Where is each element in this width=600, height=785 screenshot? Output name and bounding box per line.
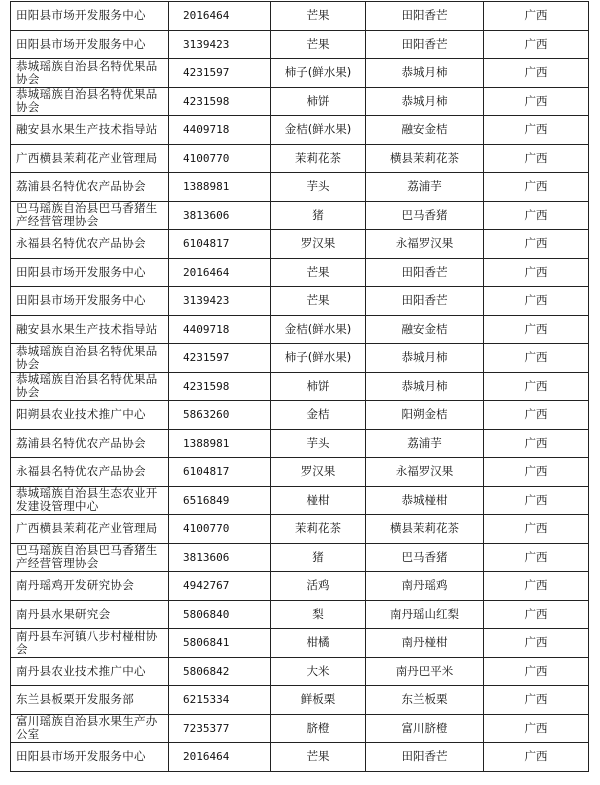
cell-region: 广西 [484, 743, 589, 772]
cell-region: 广西 [484, 287, 589, 316]
cell-product: 芒果 [271, 258, 366, 287]
cell-code: 2016464 [169, 743, 271, 772]
table-row [11, 258, 589, 287]
cell-product: 茉莉花茶 [271, 515, 366, 544]
table-row [11, 372, 589, 401]
cell-brand: 恭城月柿 [366, 372, 484, 401]
table-row [11, 30, 589, 59]
cell-code: 3813606 [169, 201, 271, 230]
table-row [11, 743, 589, 772]
cell-org: 永福县名特优农产品协会 [11, 230, 169, 259]
cell-region: 广西 [484, 543, 589, 572]
table-row [11, 87, 589, 116]
cell-brand: 融安金桔 [366, 315, 484, 344]
cell-brand: 南丹巴平米 [366, 657, 484, 686]
cell-region: 广西 [484, 230, 589, 259]
table-row [11, 344, 589, 373]
cell-region: 广西 [484, 30, 589, 59]
cell-org: 富川瑶族自治县水果生产办公室 [11, 714, 169, 743]
cell-code: 1388981 [169, 429, 271, 458]
cell-region: 广西 [484, 458, 589, 487]
cell-region: 广西 [484, 572, 589, 601]
cell-brand: 荔浦芋 [366, 429, 484, 458]
cell-product: 柑橘 [271, 629, 366, 658]
table-row [11, 657, 589, 686]
cell-code: 1388981 [169, 173, 271, 202]
cell-product: 茉莉花茶 [271, 144, 366, 173]
cell-product: 椪柑 [271, 486, 366, 515]
cell-region: 广西 [484, 486, 589, 515]
cell-product: 芒果 [271, 287, 366, 316]
cell-brand: 田阳香芒 [366, 30, 484, 59]
table-row [11, 287, 589, 316]
cell-org: 融安县水果生产技术指导站 [11, 315, 169, 344]
cell-org: 田阳县市场开发服务中心 [11, 30, 169, 59]
cell-code: 4231597 [169, 59, 271, 88]
cell-product: 柿子(鲜水果) [271, 344, 366, 373]
cell-org: 恭城瑶族自治县生态农业开发建设管理中心 [11, 486, 169, 515]
cell-brand: 田阳香芒 [366, 743, 484, 772]
cell-product: 金桔 [271, 401, 366, 430]
cell-code: 4231598 [169, 372, 271, 401]
cell-org: 荔浦县名特优农产品协会 [11, 173, 169, 202]
trademark-table [10, 1, 589, 772]
cell-region: 广西 [484, 686, 589, 715]
cell-product: 芒果 [271, 743, 366, 772]
table-row [11, 686, 589, 715]
cell-org: 巴马瑶族自治县巴马香猪生产经营管理协会 [11, 543, 169, 572]
cell-code: 5806840 [169, 600, 271, 629]
cell-code: 5863260 [169, 401, 271, 430]
cell-org: 东兰县板栗开发服务部 [11, 686, 169, 715]
cell-brand: 永福罗汉果 [366, 458, 484, 487]
cell-region: 广西 [484, 629, 589, 658]
cell-region: 广西 [484, 344, 589, 373]
cell-product: 梨 [271, 600, 366, 629]
cell-brand: 东兰板栗 [366, 686, 484, 715]
table-row [11, 714, 589, 743]
table-row [11, 600, 589, 629]
table-row [11, 458, 589, 487]
cell-product: 罗汉果 [271, 230, 366, 259]
cell-org: 南丹县水果研究会 [11, 600, 169, 629]
cell-product: 猪 [271, 201, 366, 230]
cell-brand: 横县茉莉花茶 [366, 144, 484, 173]
cell-brand: 恭城月柿 [366, 87, 484, 116]
cell-product: 鲜板栗 [271, 686, 366, 715]
cell-brand: 田阳香芒 [366, 2, 484, 31]
cell-region: 广西 [484, 657, 589, 686]
cell-product: 柿子(鲜水果) [271, 59, 366, 88]
cell-org: 南丹县农业技术推广中心 [11, 657, 169, 686]
cell-region: 广西 [484, 401, 589, 430]
cell-code: 6516849 [169, 486, 271, 515]
cell-region: 广西 [484, 173, 589, 202]
table-row [11, 543, 589, 572]
table-row [11, 2, 589, 31]
cell-code: 4100770 [169, 144, 271, 173]
cell-brand: 田阳香芒 [366, 287, 484, 316]
table-row [11, 401, 589, 430]
cell-product: 罗汉果 [271, 458, 366, 487]
cell-product: 大米 [271, 657, 366, 686]
cell-region: 广西 [484, 87, 589, 116]
cell-brand: 恭城椪柑 [366, 486, 484, 515]
cell-org: 恭城瑶族自治县名特优果品协会 [11, 87, 169, 116]
cell-region: 广西 [484, 258, 589, 287]
cell-org: 巴马瑶族自治县巴马香猪生产经营管理协会 [11, 201, 169, 230]
cell-brand: 南丹瑶鸡 [366, 572, 484, 601]
cell-product: 金桔(鲜水果) [271, 315, 366, 344]
cell-org: 广西横县茉莉花产业管理局 [11, 515, 169, 544]
cell-brand: 融安金桔 [366, 116, 484, 145]
cell-org: 南丹瑶鸡开发研究协会 [11, 572, 169, 601]
cell-org: 永福县名特优农产品协会 [11, 458, 169, 487]
cell-code: 4942767 [169, 572, 271, 601]
table-row [11, 629, 589, 658]
cell-org: 田阳县市场开发服务中心 [11, 258, 169, 287]
cell-code: 7235377 [169, 714, 271, 743]
cell-code: 6104817 [169, 230, 271, 259]
cell-product: 金桔(鲜水果) [271, 116, 366, 145]
cell-code: 4231597 [169, 344, 271, 373]
table-row [11, 201, 589, 230]
cell-org: 荔浦县名特优农产品协会 [11, 429, 169, 458]
cell-brand: 南丹椪柑 [366, 629, 484, 658]
cell-code: 5806841 [169, 629, 271, 658]
cell-product: 柿饼 [271, 372, 366, 401]
cell-product: 芋头 [271, 429, 366, 458]
cell-region: 广西 [484, 600, 589, 629]
table-row [11, 59, 589, 88]
cell-brand: 横县茉莉花茶 [366, 515, 484, 544]
cell-brand: 富川脐橙 [366, 714, 484, 743]
cell-code: 6104817 [169, 458, 271, 487]
cell-region: 广西 [484, 59, 589, 88]
cell-code: 3813606 [169, 543, 271, 572]
cell-org: 恭城瑶族自治县名特优果品协会 [11, 344, 169, 373]
cell-org: 融安县水果生产技术指导站 [11, 116, 169, 145]
cell-org: 田阳县市场开发服务中心 [11, 287, 169, 316]
cell-region: 广西 [484, 201, 589, 230]
cell-brand: 南丹瑶山红梨 [366, 600, 484, 629]
table-row [11, 116, 589, 145]
cell-code: 3139423 [169, 287, 271, 316]
cell-org: 恭城瑶族自治县名特优果品协会 [11, 59, 169, 88]
cell-product: 脐橙 [271, 714, 366, 743]
cell-region: 广西 [484, 315, 589, 344]
cell-region: 广西 [484, 116, 589, 145]
cell-org: 阳朔县农业技术推广中心 [11, 401, 169, 430]
cell-product: 活鸡 [271, 572, 366, 601]
cell-product: 芒果 [271, 2, 366, 31]
table-row [11, 515, 589, 544]
cell-brand: 荔浦芋 [366, 173, 484, 202]
cell-code: 4231598 [169, 87, 271, 116]
cell-brand: 恭城月柿 [366, 59, 484, 88]
cell-brand: 阳朔金桔 [366, 401, 484, 430]
cell-code: 4100770 [169, 515, 271, 544]
cell-org: 田阳县市场开发服务中心 [11, 743, 169, 772]
cell-code: 6215334 [169, 686, 271, 715]
cell-org: 广西横县茉莉花产业管理局 [11, 144, 169, 173]
cell-brand: 田阳香芒 [366, 258, 484, 287]
table-row [11, 230, 589, 259]
cell-region: 广西 [484, 429, 589, 458]
cell-brand: 巴马香猪 [366, 201, 484, 230]
table-row [11, 429, 589, 458]
table-row [11, 572, 589, 601]
cell-code: 4409718 [169, 315, 271, 344]
cell-brand: 巴马香猪 [366, 543, 484, 572]
table-row [11, 486, 589, 515]
cell-brand: 恭城月柿 [366, 344, 484, 373]
cell-org: 恭城瑶族自治县名特优果品协会 [11, 372, 169, 401]
cell-region: 广西 [484, 714, 589, 743]
table-row [11, 173, 589, 202]
cell-code: 3139423 [169, 30, 271, 59]
cell-region: 广西 [484, 144, 589, 173]
table-row [11, 144, 589, 173]
cell-code: 4409718 [169, 116, 271, 145]
cell-product: 芒果 [271, 30, 366, 59]
cell-product: 猪 [271, 543, 366, 572]
cell-org: 田阳县市场开发服务中心 [11, 2, 169, 31]
cell-org: 南丹县车河镇八步村椪柑协会 [11, 629, 169, 658]
table-body [11, 2, 589, 772]
cell-region: 广西 [484, 515, 589, 544]
cell-product: 柿饼 [271, 87, 366, 116]
cell-region: 广西 [484, 2, 589, 31]
cell-code: 2016464 [169, 2, 271, 31]
cell-product: 芋头 [271, 173, 366, 202]
cell-code: 2016464 [169, 258, 271, 287]
cell-region: 广西 [484, 372, 589, 401]
table-row [11, 315, 589, 344]
cell-brand: 永福罗汉果 [366, 230, 484, 259]
cell-code: 5806842 [169, 657, 271, 686]
